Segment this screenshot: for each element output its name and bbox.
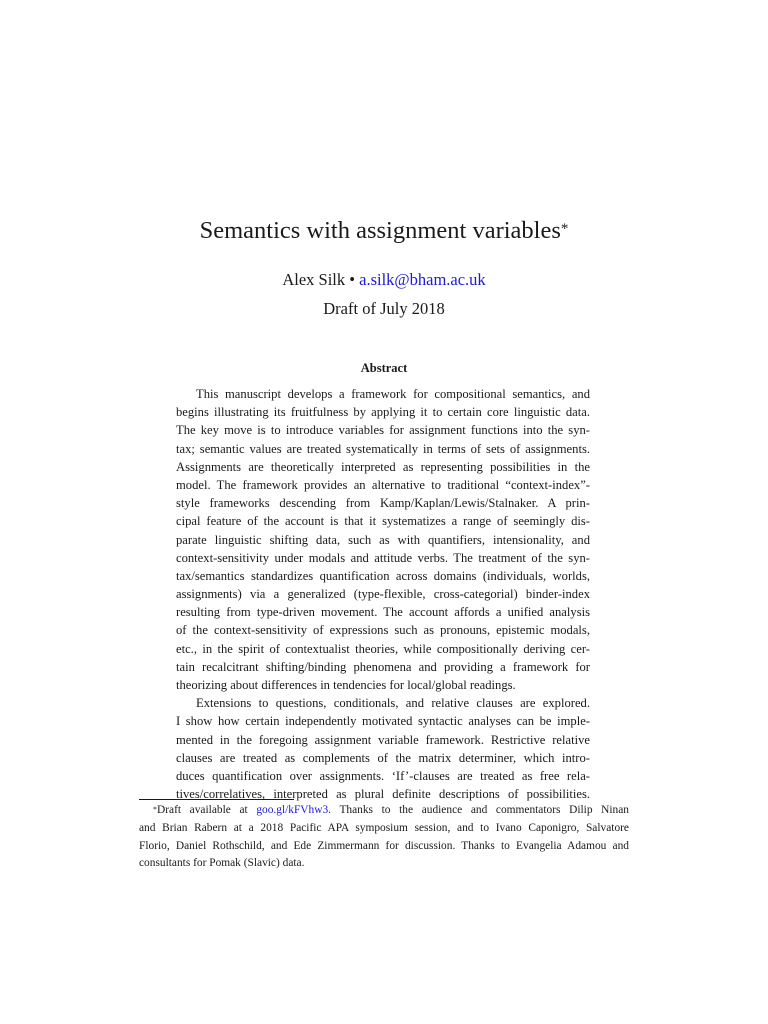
abstract-line: I show how certain independently motivated syntactic analyses can be imple- [176,714,590,729]
abstract-line: resulting from type-driven movement. The account affords a unified analysis [176,605,590,620]
abstract-line: tax/semantics standardizes quantification across domains (individuals, worlds, [176,568,590,583]
paper-title [0,213,768,249]
footnote-line: consultants for Pomak (Slavic) data. [139,857,305,870]
abstract-line: tives/correlatives, interpreted as plural definite descriptions of possibilities. [176,787,590,802]
abstract-line: tain recalcitrant shifting/binding phenomena and providing a framework for [176,659,590,674]
abstract-line: theorizing about differences in tendencies for local/global readings. [176,678,516,692]
abstract-line: Extensions to questions, conditionals, and relative clauses are explored. [196,696,590,711]
abstract-line: clauses are treated as complements of the matrix determiner, which intro- [176,750,590,765]
footnote-line: Florio, Daniel Rothschild, and Ede Zimmermann for discussion. Thanks to Evangelia Adamou and [139,839,629,852]
abstract-line: Assignments are theoretically interpreted as representing possibilities in the [176,459,590,474]
footnote-line [139,802,629,820]
abstract-line: context-sensitivity under modals and attitude verbs. The treatment of the syn- [176,550,590,565]
author-name: Alex Silk [282,270,346,289]
draft-link[interactable]: goo.gl/kFVhw3 [256,804,329,816]
abstract-body [176,385,590,803]
footnote-text: Draft available at [157,804,257,816]
abstract-paragraph-1 [176,385,590,694]
title-footnote-marker[interactable]: * [560,221,569,237]
abstract-line: etc., in the spirit of contextualist theories, while compositionally deriving cer- [176,641,590,656]
abstract-line: model. The framework provides an alternative to traditional “context-index”- [176,477,590,492]
footnote-text: . Thanks to the audience and commentators Dilip Ninan [328,804,629,816]
footnote-marker: * [153,805,157,814]
author-line [0,268,768,292]
paper-title-text: Semantics with assignment variables [199,217,561,244]
footnote-line: and Brian Rabern at a 2018 Pacific APA symposium session, and to Ivano Caponigro, Salvatore [139,821,629,834]
footnote [139,802,629,873]
abstract-heading: Abstract [360,361,408,375]
abstract-line: The key move is to introduce variables for assignment functions into the syn- [176,423,590,438]
abstract-line: This manuscript develops a framework for compositional semantics, and [196,387,590,401]
abstract-line: cipal feature of the account is that it systematizes a range of seemingly dis- [176,514,590,529]
draft-date: Draft of July 2018 [323,299,445,318]
abstract-line: duces quantification over assignments. ‘If’-clauses are treated as free rela- [176,768,590,783]
abstract-paragraph-2 [176,694,590,803]
abstract-line: mented in the foregoing assignment variable framework. Restrictive relative [176,732,590,747]
author-email-link[interactable]: a.silk@bham.ac.uk [359,270,486,289]
abstract-line: style frameworks descending from Kamp/Kaplan/Lewis/Stalnaker. A prin- [176,496,590,511]
abstract-line: tax; semantic values are treated systematically in terms of sets of assignments. [176,441,590,456]
author-separator: • [349,270,356,289]
abstract-line: assignments) via a generalized (type-flexible, cross-categorial) binder-index [176,587,590,602]
abstract-line: of the context-sensitivity of expressions such as pronouns, epistemic modals, [176,623,590,638]
abstract-line: begins illustrating its fruitfulness by applying it to certain core linguistic data. [176,405,590,420]
abstract-line: parate linguistic shifting data, such as with quantifiers, intensionality, and [176,532,590,547]
footnote-rule [139,799,294,800]
